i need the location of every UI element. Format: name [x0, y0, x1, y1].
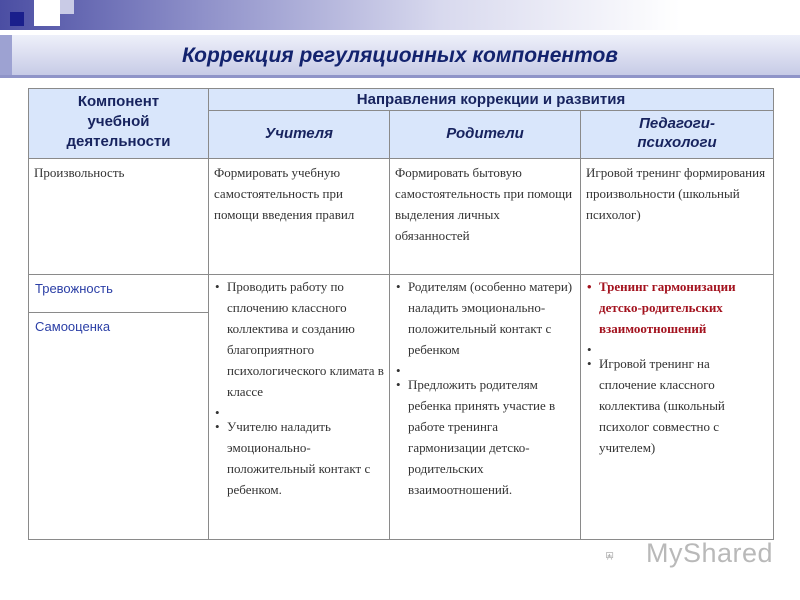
correction-table [28, 88, 774, 540]
list-item: • Предложить родителям ребенка принять участие в работе тренинга гармонизации детско-родительских взаимоотношений. [394, 374, 576, 500]
header-parents: Родители [390, 111, 581, 159]
presentation-board-icon [606, 538, 642, 574]
decor-square-white [34, 0, 60, 26]
row2-psychologists [581, 275, 774, 540]
row2-parents [390, 275, 581, 540]
list-item: • Родителям (особенно матери) наладить эмоционально-положительный контакт с ребенком [394, 276, 576, 360]
list-item: • Проводить работу по сплочению классного коллектива и созданию благоприятного психологического климата в классе [213, 276, 385, 402]
row-voluntariness-parents: Формировать бытовую самостоятельность при помощи выделения личных обязанностей [390, 159, 581, 275]
row-voluntariness-psychologists: Игровой тренинг формирования произвольности (школьный психолог) [581, 159, 774, 275]
top-decor-bar [0, 0, 800, 30]
watermark-text: MyShared [646, 538, 774, 568]
header-teachers: Учителя [209, 111, 390, 159]
list-item: • Игровой тренинг на сплочение классного коллектива (школьный психолог совместно с учителем) [585, 353, 769, 458]
decor-square-dark [10, 12, 24, 26]
decor-square-light [60, 0, 74, 14]
header-component: Компонент учебной деятельности [29, 89, 209, 159]
row-selfesteem-label: Самооценка [29, 313, 209, 540]
list-item: • Учителю наладить эмоционально-положительный контакт с ребенком. [213, 416, 385, 500]
row-voluntariness-teachers: Формировать учебную самостоятельность при помощи введения правил [209, 159, 390, 275]
row-anxiety-label: Тревожность [29, 275, 209, 313]
row2-teachers [209, 275, 390, 540]
slide-title: Коррекция регуляционных компонентов [182, 44, 618, 67]
header-psychologists: Педагоги-психологи [581, 111, 774, 159]
row-voluntariness-label: Произвольность [29, 159, 209, 275]
list-item-highlight: • Тренинг гармонизации детско-родительских взаимоотношений [585, 276, 769, 339]
header-directions: Направления коррекции и развития [209, 89, 774, 111]
